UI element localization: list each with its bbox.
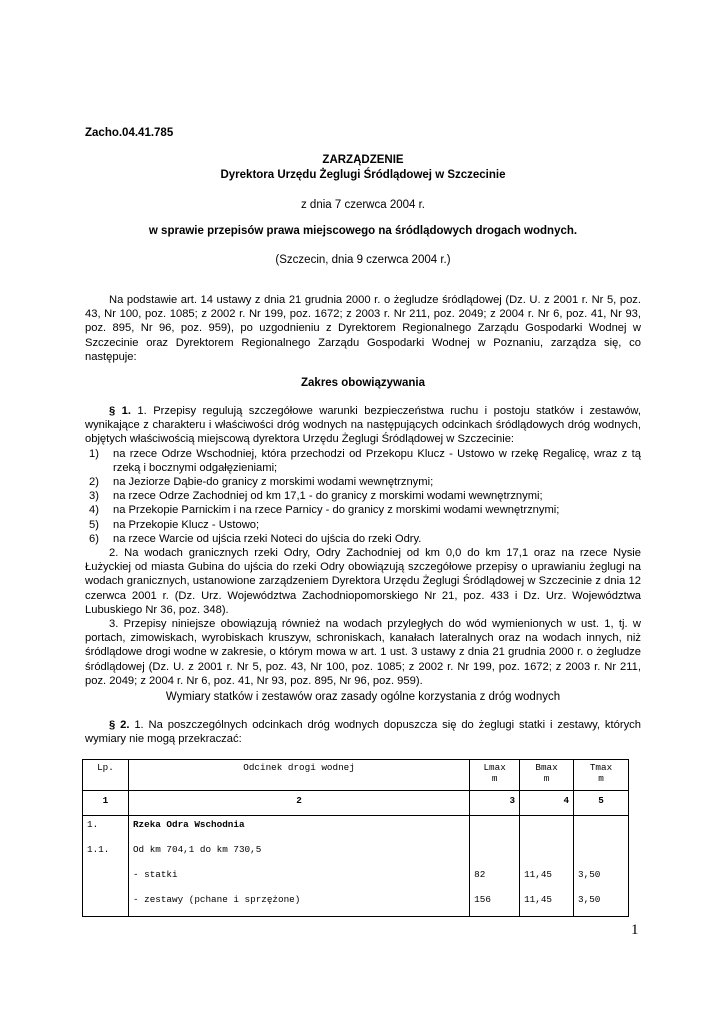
cell-tmax [574,816,629,842]
cell-lmax: 82 [470,866,520,891]
header-tmax [574,760,629,791]
cell-bmax: 11,45 [520,891,574,917]
cell-tmax: 3,50 [574,866,629,891]
cell-lp: 1. [83,816,129,842]
s1-text: 1. Przepisy regulują szczegółowe warunki bezpieczeństwa ruchu i postoju statków i zestawów, wynikające z charakteru i właściwości dróg wodnych na następujących odcinkach śródlądowych dróg wodnych, objętych właściwością miejscową dyrektora Urzędu Żeglugi Śródlądowej w Szczecinie: [85,405,641,446]
cell-lp [83,891,129,917]
section2-heading: Wymiary statków i zestawów oraz zasady ogólne korzystania z dróg wodnych [165,691,561,703]
list-item-text: na Jeziorze Dąbie-do granicy z morskimi wodami wewnętrznymi; [113,476,434,489]
section2-body [85,718,641,746]
cell-lmax [470,816,520,842]
list-item-number: 5) [89,518,99,531]
column-number: 1 [83,791,129,816]
header-lmax [470,760,520,791]
s2-mark: § 2. [109,719,130,731]
document-subject: w sprawie przepisów prawa miejscowego na śródlądowych drogach wodnych. [148,225,578,237]
header-bmax [520,760,574,791]
column-number: 5 [574,791,629,816]
header-tmax-label: Tmax [589,762,613,773]
cell-name: - statki [128,866,469,891]
list-item-text: na Przekopie Parnickim i na rzece Parnicy - do granicy z morskimi wodami wewnętrznymi; [113,504,560,517]
column-number: 2 [128,791,469,816]
list-item-text: na rzece Warcie od ujścia rzeki Noteci do ujścia do rzeki Odry. [113,532,422,545]
document-title: ZARZĄDZENIE [322,154,404,166]
header-lmax-unit: m [491,773,498,784]
header-bmax-label: Bmax [535,762,558,773]
s1-paragraph-3: 3. Przepisy niniejsze obowiązują również na wodach przyległych do wód wymienionych w ust. 1, tj. w portach, zimowiskach, wyrobiskach kruszyw, schroniskach, kanałach lateralnych oraz na wodach innych, niż śródlądowe drogi wodne w zakresie, o którym mowa w art. 1 ust. 3 ustawy z dnia 21 grudnia 2000 r. o żegludze śródlądowej (Dz. U. z 2001 r. Nr 5, poz. 43, Nr 100, poz. 1085; z 2002 r. Nr 199, poz. 1672; z 2003 r. Nr 211, poz. 2049; z 2004 r. Nr 6, poz. 41, Nr 93, poz. 895, Nr 96, poz. 959). [85,618,641,687]
cell-tmax: 3,50 [574,891,629,917]
s1-list [85,447,641,546]
header-tmax-unit: m [598,773,604,784]
header-bmax-unit: m [543,773,550,784]
cell-bmax: 11,45 [520,866,574,891]
s1-paragraph-2: 2. Na wodach granicznych rzeki Odry, Odry Zachodniej od km 0,0 do km 17,1 oraz na rzece Nysie Łużyckiej od miasta Gubina do ujścia do rzeki Odry obowiązują szczegółowe przepisy o uprawianiu żeglugi na wodach granicznych, ustanowione zarządzeniem Dyrektora Urzędu Żeglugi Śródlądowej w Szczecinie z dnia 12 czerwca 2001 r. (Dz. Urz. Województwa Zachodniopomorskiego Nr 21, poz. 433 i Dz. Urz. Województwa Lubuskiego Nr 36, poz. 348). [85,547,641,616]
list-item-number: 1) [89,447,99,460]
cell-name: Od km 704,1 do km 730,5 [128,841,469,866]
dimensions-table [82,759,629,917]
list-item-text: na rzece Odrze Zachodniej od km 17,1 - do granicy z morskimi wodami wewnętrznymi; [113,490,543,503]
list-item [85,503,641,517]
table-row [83,816,629,842]
section1-body [85,404,641,688]
list-item-text: na Przekopie Klucz - Ustowo; [113,518,260,531]
header-lp: Lp. [83,760,129,791]
intro-text: Na podstawie art. 14 ustawy z dnia 21 grudnia 2000 r. o żegludze śródlądowej (Dz. U. z 2001 r. Nr 5, poz. 43, Nr 100, poz. 1085; z 2002 r. Nr 199, poz. 1672; z 2003 r. Nr 211, poz. 2049; z 2004 r. Nr 6, poz. 41, Nr 93, poz. 895, Nr 96, poz. 959), po uzgodnieniu z Dyrektorem Regionalnego Zarządu Gospodarki Wodnej w Szczecinie oraz Dyrektorem Regionalnego Zarządu Gospodarki Wodnej w Poznaniu, zarządza się, co następuje: [85,294,641,363]
intro-paragraph [85,293,641,364]
document-date: z dnia 7 czerwca 2004 r. [300,199,425,211]
cell-name: - zestawy (pchane i sprzężone) [128,891,469,917]
section1-heading: Zakres obowiązywania [301,377,425,389]
header-odcinek: Odcinek drogi wodnej [128,760,469,791]
table-column-numbers-row [83,791,629,816]
list-item-text: na rzece Odrze Wschodniej, która przechodzi od Przekopu Klucz - Ustowo w rzekę Regalicę, wraz z tą rzeką i bocznymi odgałęzieniami; [113,447,641,474]
list-item [85,475,641,489]
header-lmax-label: Lmax [483,762,506,773]
list-item [85,447,641,475]
table-header-row [83,760,629,791]
cell-bmax [520,841,574,866]
s1-mark: § 1. [109,405,131,417]
cell-lmax [470,841,520,866]
list-item [85,518,641,532]
document-place-date: (Szczecin, dnia 9 czerwca 2004 r.) [275,254,451,266]
list-item [85,532,641,546]
cell-lp: 1.1. [83,841,129,866]
s2-text: 1. Na poszczególnych odcinkach dróg wodnych dopuszcza się do żeglugi statki i zestawy, których wymiary nie mogą przekraczać: [85,719,641,746]
column-number: 3 [470,791,520,816]
list-item-number: 2) [89,476,99,489]
table-row [83,891,629,917]
table-row [83,841,629,866]
list-item [85,489,641,503]
s1-paragraph-1 [85,404,641,447]
page-number: 1 [631,922,639,938]
cell-lmax: 156 [470,891,520,917]
list-item-number: 3) [89,490,99,503]
table-row [83,866,629,891]
cell-tmax [574,841,629,866]
cell-lp [83,866,129,891]
list-item-number: 4) [89,504,99,517]
document-subtitle: Dyrektora Urzędu Żeglugi Śródlądowej w Szczecinie [220,169,506,181]
list-item-number: 6) [89,532,99,545]
cell-bmax [520,816,574,842]
column-number: 4 [520,791,574,816]
cell-name: Rzeka Odra Wschodnia [128,816,469,842]
document-code: Zacho.04.41.785 [85,127,174,139]
s2-paragraph-1 [85,718,641,746]
